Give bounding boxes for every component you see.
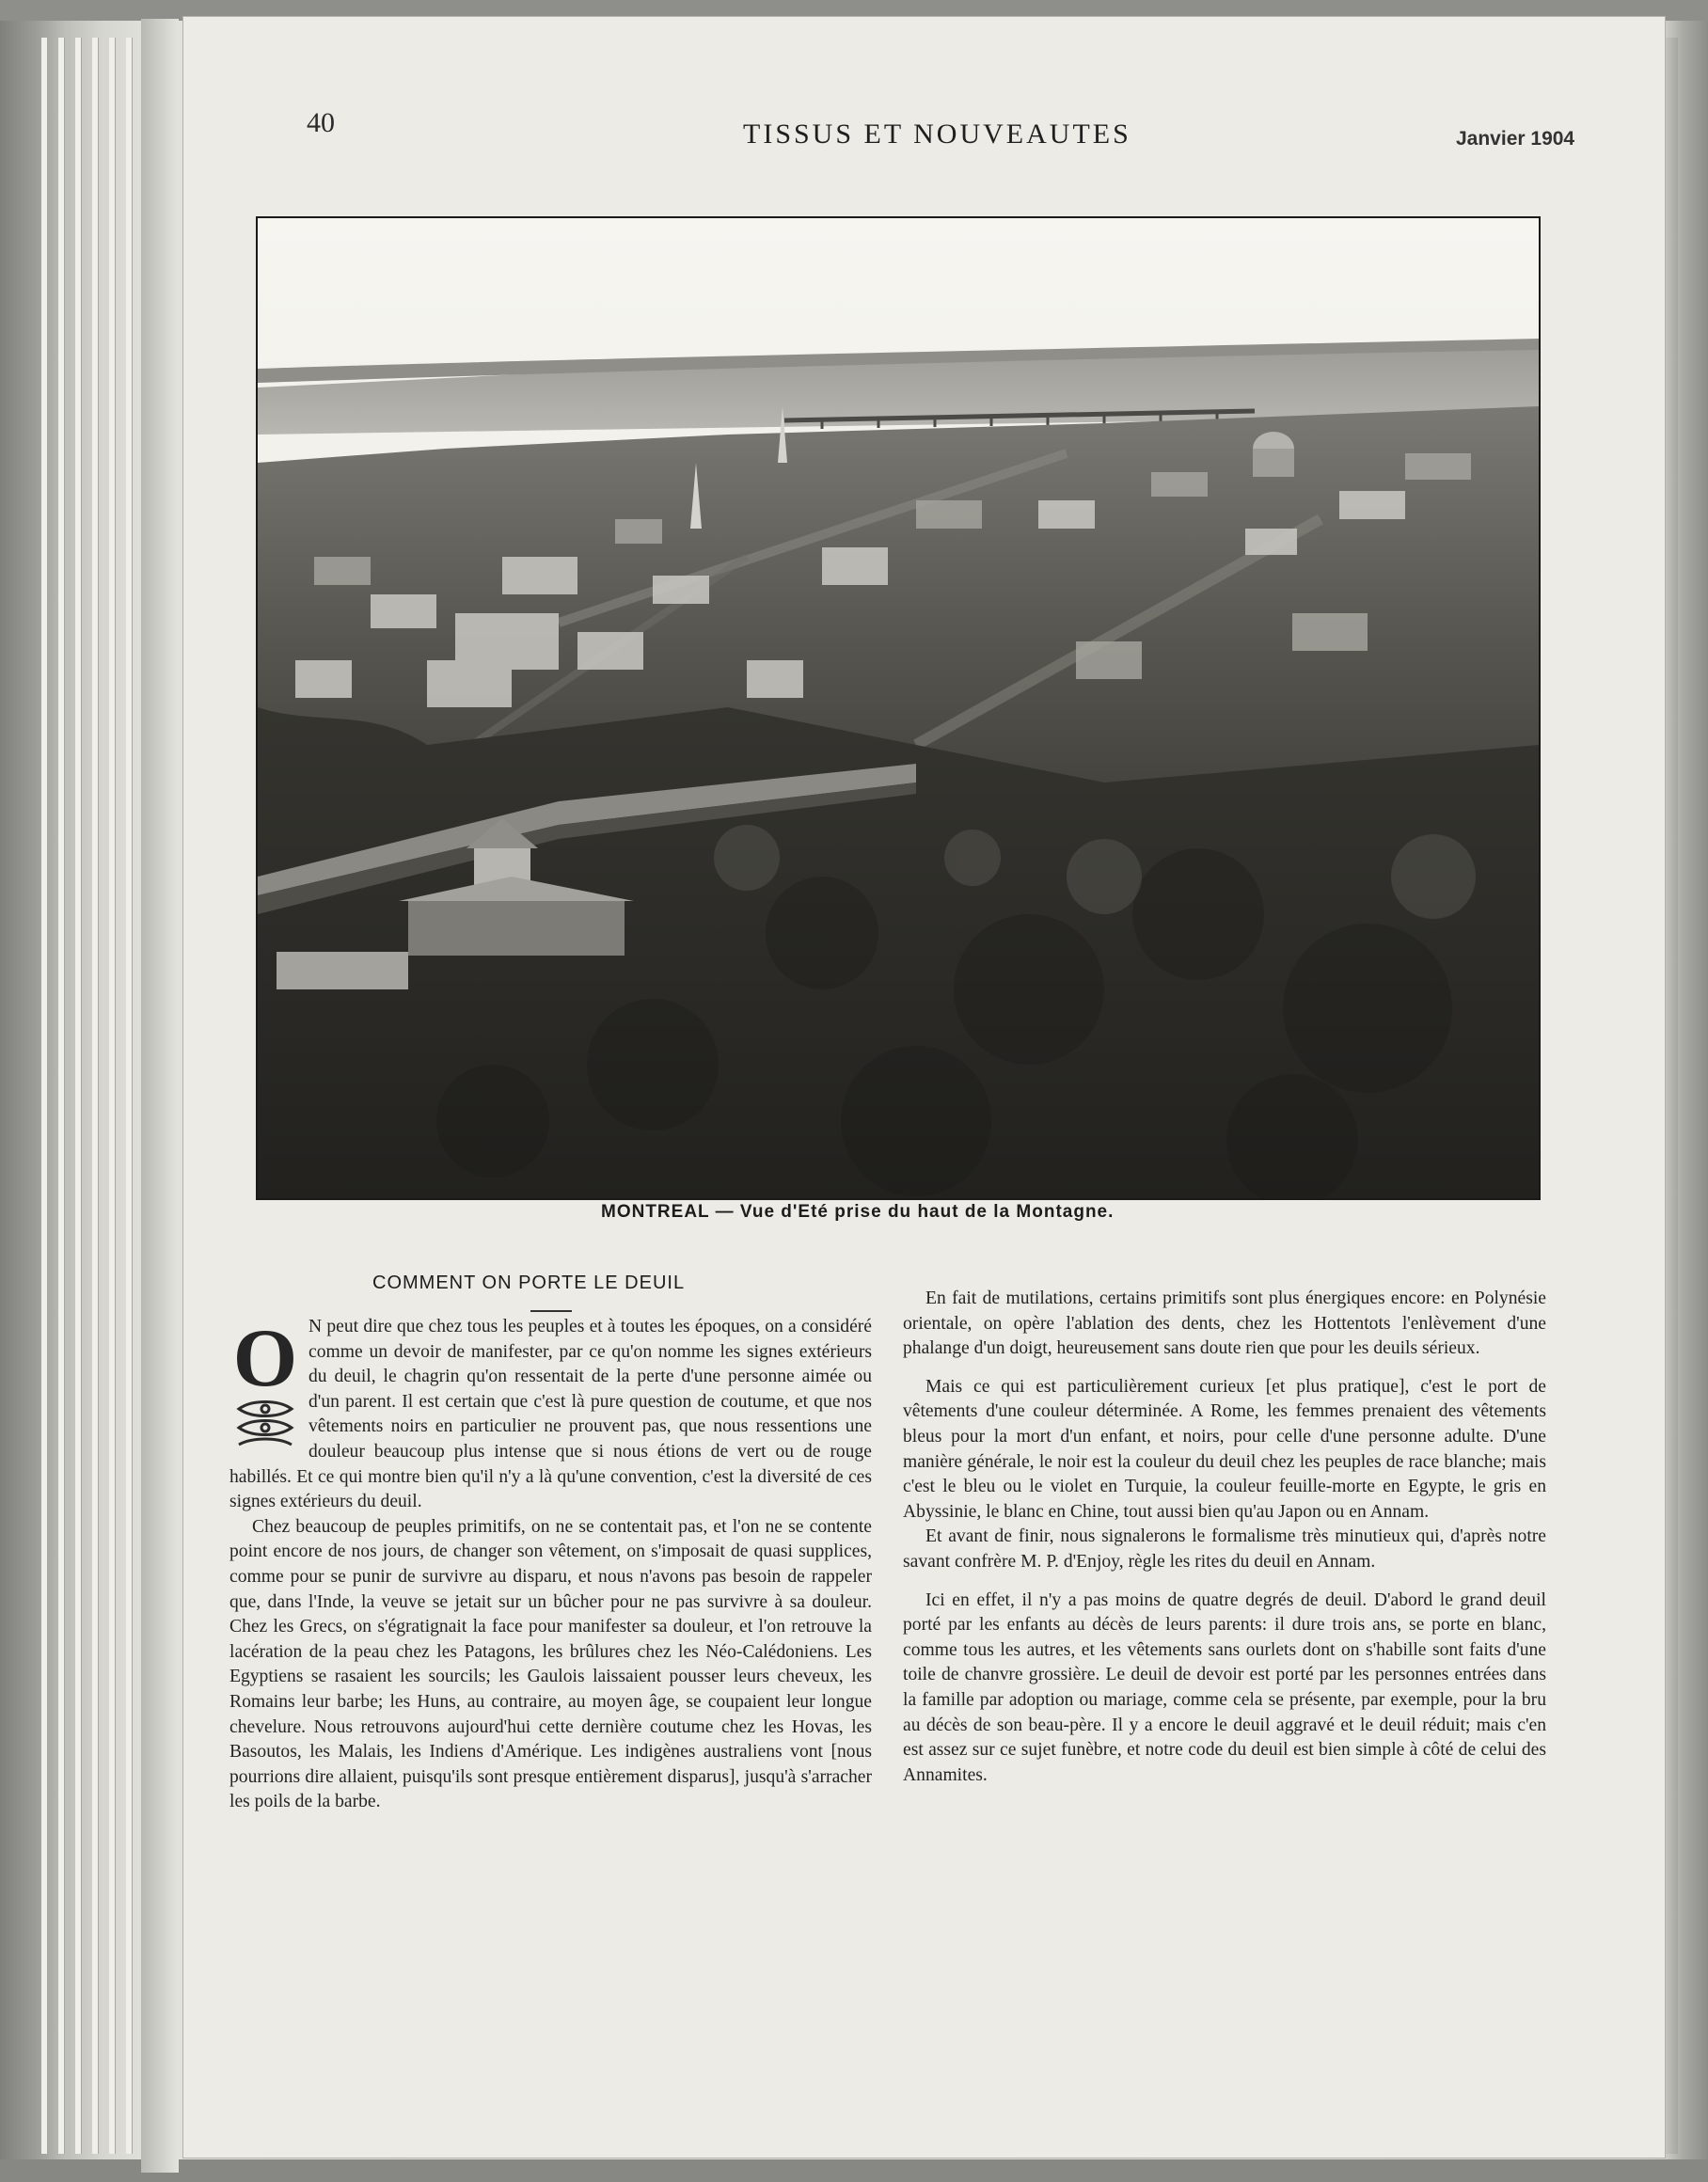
- page-stack-edge: [126, 38, 133, 2154]
- paragraph: Ici en effet, il n'y a pas moins de quatre degrés de deuil. D'abord le grand deuil porté par les enfants au décès de leurs parents: il dure trois ans, se porte en blanc, comme tous les autres, et les vêtements sans ourlets dont on s'habille sont faits d'une toile de chanvre grossière. Le deuil de devoir est porté par les personnes entrées dans la famille par adoption ou mariage, comme cela se présente, par exemple, pour la bru au décès de son beau-père. Il y a encore le deuil aggravé et le deuil réduit; mais c'en est assez sur ce sujet funèbre, et notre code du deuil est bien simple à côté de celui des Annamites.: [903, 1589, 1546, 1785]
- page-stack-edge: [75, 38, 82, 2154]
- journal-title: TISSUS ET NOUVEAUTES: [743, 119, 1131, 150]
- scanner-edge-bottom: [0, 2159, 1708, 2182]
- title-divider: [530, 1310, 572, 1312]
- paragraph: Mais ce qui est particulièrement curieux [et plus pratique], c'est le port de vêtements d'une couleur déterminée. A Rome, les femmes prenaient des vêtements bleus pour la mort d'un enfant, et noirs, pour celle d'une personne adulte. D'une manière générale, le noir est la couleur du deuil chez les peuples de race blanche; mais c'est le bleu ou le violet en Turquie, la couleur feuille-morte en Egypte, le gris en Abyssinie, le blanc en Chine, tout aussi bien qu'au Japon ou en Annam.: [903, 1376, 1546, 1522]
- paragraph: N peut dire que chez tous les peuples et à toutes les époques, on a considéré comme un devoir de manifester, par ce qu'on nomme les signes extérieurs du deuil, le chagrin qu'on ressentait de la perte d'une personne aimée ou d'un parent. Il est certain que c'est là pure question de coutume, et que nos vêtements noirs en particulier ne prouvent pas, que nous ressentions une douleur beaucoup plus intense que si nous étions de vert ou de rouge habillés. Et ce qui montre bien qu'il n'y a là qu'une convention, c'est la diversité de ces signes extérieurs du deuil.: [229, 1317, 872, 1512]
- cityscape-illustration: [258, 218, 1539, 1198]
- article-title: COMMENT ON PORTE LE DEUIL: [372, 1273, 686, 1293]
- drop-cap-letter: O: [232, 1313, 298, 1404]
- page-number: 40: [307, 107, 335, 138]
- article-right-column: [903, 1287, 1546, 1788]
- paragraph: En fait de mutilations, certains primitifs sont plus énergiques encore: en Polynésie orientale, on opère l'ablation des dents, chez les Hottentots l'enlèvement d'une phalange d'un doigt, heureusement sans doute rien que pour les deuils sérieux.: [903, 1289, 1546, 1359]
- paragraph: Chez beaucoup de peuples primitifs, on ne se contentait pas, et l'on ne se contente point encore de nos jours, de changer son vêtement, on s'imposait de quasi supplices, comme pour se punir de survivre au disparu, et nous n'avons pas besoin de rappeler que, dans l'Inde, la veuve se jetait sur un bûcher pour ne pas survivre à sa douleur. Chez les Grecs, on s'égratignait la face pour manifester sa douleur, et l'on retrouve la lacération de la peau chez les Patagons, les brûlures chez les Néo-Calédoniens. Les Egyptiens se rasaient les sourcils; les Gaulois laissaient pousser leurs cheveux, les Romains leur barbe; les Huns, au contraire, au moyen âge, se coupaient leur longue chevelure. Nous retrouvons aujourd'hui cette dernière coutume chez les Hovas, les Basoutos, les Malais, les Indiens d'Amérique. Les indigènes australiens vont [nous pourrions dire allaient, puisqu'ils sont presque entièrement disparus], jusqu'à s'arracher les poils de la barbe.: [229, 1516, 872, 1812]
- page-stack-edge: [92, 38, 99, 2154]
- page-stack-edge: [109, 38, 116, 2154]
- drop-cap: [229, 1313, 301, 1456]
- ornament-icon: [233, 1399, 297, 1452]
- paragraph: Et avant de finir, nous signalerons le formalisme très minutieux qui, d'après notre savant confrère M. P. d'Enjoy, règle les rites du deuil en Annam.: [903, 1526, 1546, 1572]
- page-stack-edge: [58, 38, 65, 2154]
- page-stack-edge: [41, 38, 48, 2154]
- article-left-column: [229, 1315, 872, 1815]
- issue-date: Janvier 1904: [1456, 128, 1575, 150]
- book-gutter: [141, 19, 179, 2173]
- photo-caption: MONTREAL — Vue d'Eté prise du haut de la Montagne.: [601, 1202, 1115, 1222]
- montreal-photograph: [256, 216, 1541, 1200]
